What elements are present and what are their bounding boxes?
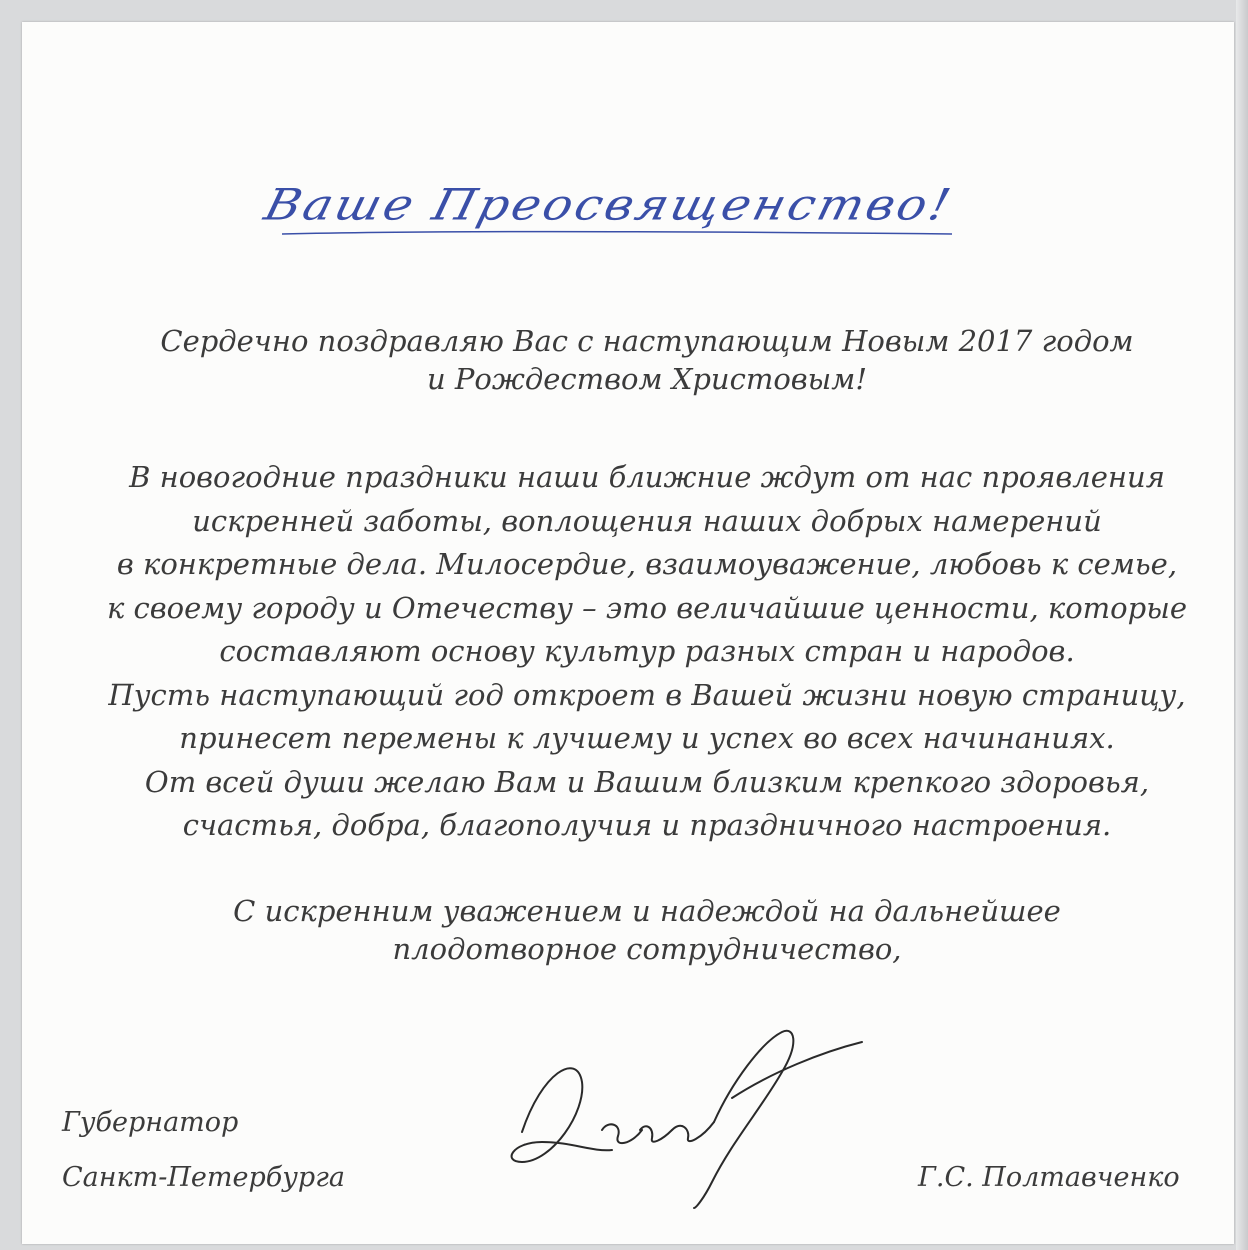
closing-line: плодотворное сотрудничество, [392, 932, 902, 966]
greeting-paragraph [62, 322, 1232, 398]
signatory-city: Санкт-Петербурга [62, 1162, 345, 1193]
letter-sheet [22, 22, 1234, 1244]
main-paragraph [62, 456, 1232, 848]
handwritten-salutation [252, 162, 1072, 272]
closing-line: С искренним уважением и надеждой на дальнейшее [233, 894, 1061, 928]
body-line: принесет перемены к лучшему и успех во всех начинаниях. [179, 721, 1115, 755]
signatory-title: Губернатор [62, 1107, 239, 1138]
handwritten-signature [482, 1012, 882, 1222]
salutation-text: Ваше Преосвященство! [259, 180, 959, 231]
body-line: счастья, добра, благополучия и праздничного настроения. [182, 808, 1112, 842]
signatory-name: Г.С. Полтавченко [918, 1162, 1180, 1193]
body-line: к своему городу и Отечеству – это величайшие ценности, которые [107, 590, 1187, 625]
body-line: От всей души желаю Вам и Вашим близким крепкого здоровья, [144, 764, 1150, 799]
closing-paragraph [62, 892, 1232, 968]
greeting-line: и Рождеством Христовым! [427, 362, 867, 396]
body-line: искренней заботы, воплощения наших добрых намерений [192, 503, 1102, 538]
body-line: В новогодние праздники наши ближние ждут от нас проявления [129, 460, 1165, 494]
body-line: составляют основу культур разных стран и народов. [219, 634, 1075, 668]
scan-edge [1236, 0, 1248, 1250]
body-line: в конкретные дела. Милосердие, взаимоуважение, любовь к семье, [116, 547, 1178, 581]
body-line: Пусть наступающий год откроет в Вашей жизни новую страницу, [108, 677, 1186, 712]
salutation-underline [252, 162, 1072, 272]
greeting-line: Сердечно поздравляю Вас с наступающим Новым 2017 годом [160, 324, 1134, 358]
